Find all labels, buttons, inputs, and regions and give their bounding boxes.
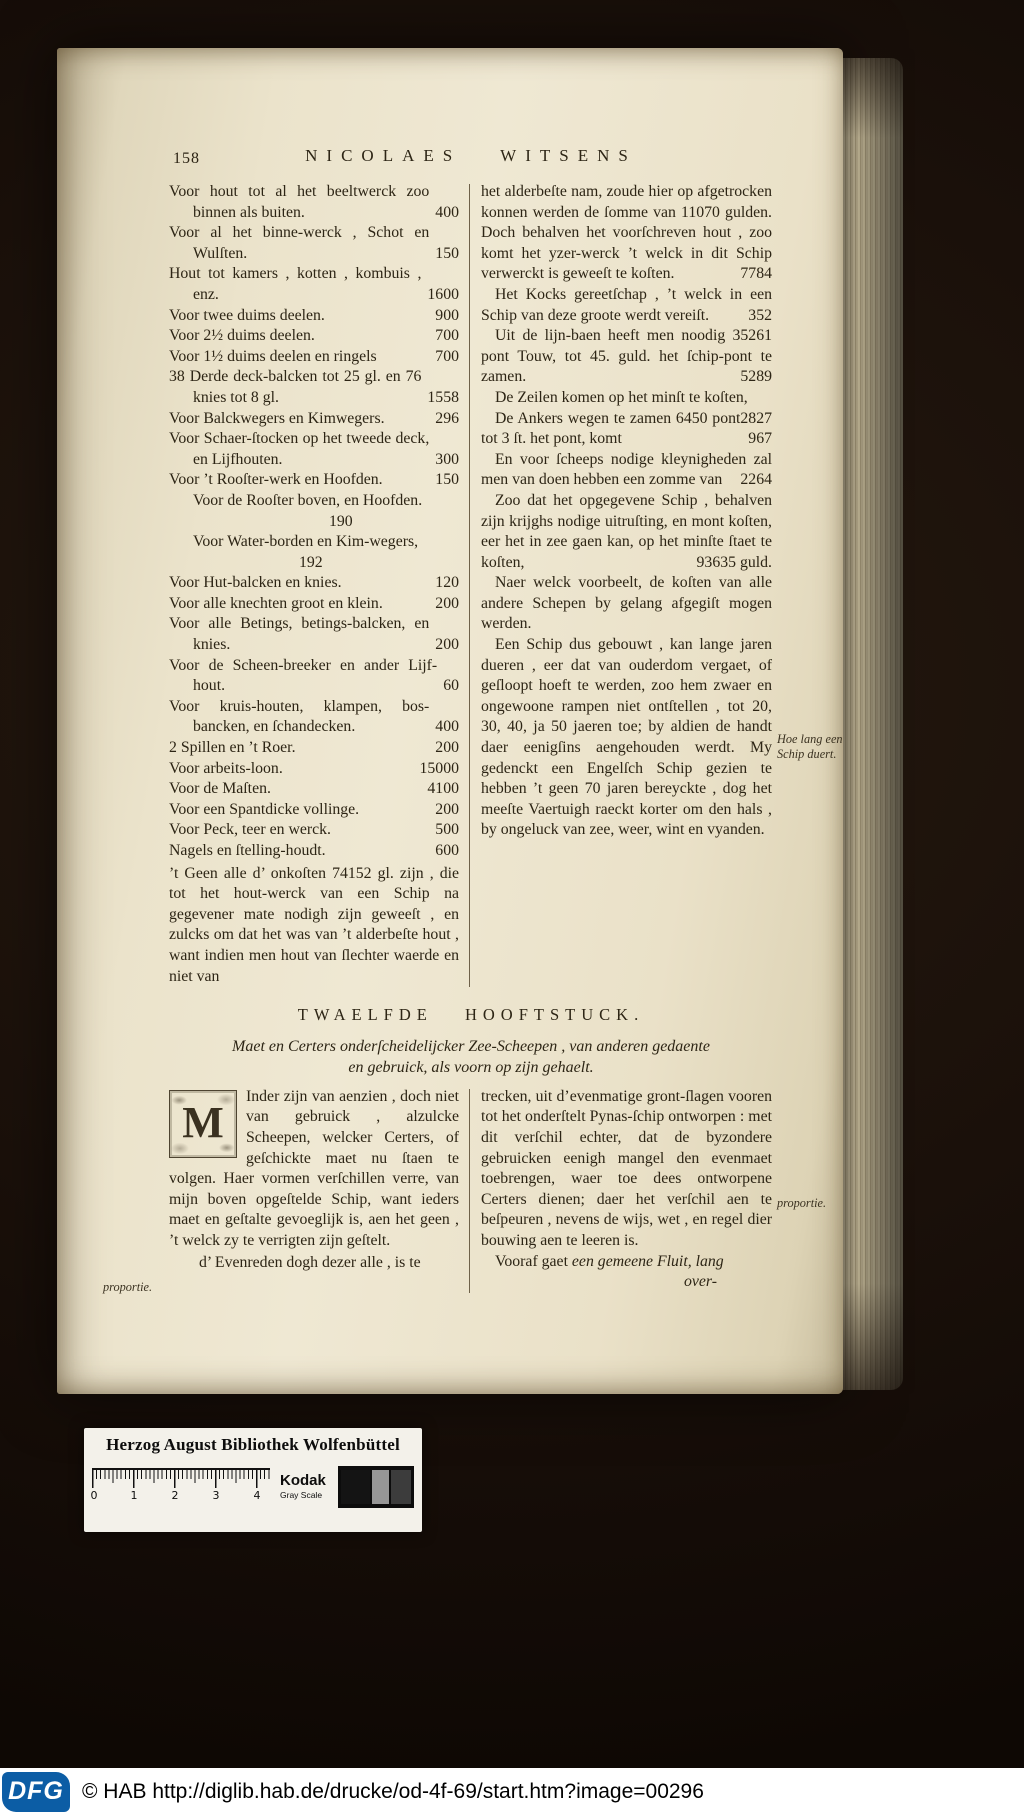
paragraph-text: De Zeilen komen op het minſt te koſten, [495,388,748,406]
margin-note-ship-duration: Hoe lang een Schip duert. [777,732,843,761]
library-card [84,1428,422,1532]
paragraph-text: Naer welck voorbeelt, de koſten van alle andere Schepen by gelang afgegiſt mogen werden. [481,574,772,633]
cost-row [169,470,459,491]
paragraph [481,491,772,573]
cost-label: Voor Schaer-ſtocken op het tweede deck, en Lijfhouten. [169,430,430,468]
ruler-number: 4 [253,1489,261,1502]
paragraph-amount: 352 [748,306,772,324]
drop-cap-initial: M [169,1090,237,1158]
column-divider [469,1089,470,1293]
cost-amount: 1600 [427,285,459,303]
ruler-number: 2 [171,1489,179,1502]
cost-label: 2 Spillen en ’t Roer. [169,739,296,757]
paragraph [481,450,772,491]
cost-amount: 900 [435,306,459,324]
column-divider [469,184,470,987]
cost-amount: 15000 [419,759,459,777]
cost-label: Voor een Spantdicke vollinge. [169,800,360,818]
cost-label: Voor hout tot al het beeltwerck zoo binnen als buiten. [169,183,430,221]
chapter-column-left [169,1087,459,1293]
cost-column-left [169,182,459,987]
gray-patch [341,1470,370,1504]
ruler [92,1468,270,1502]
paragraph [481,388,772,427]
cost-label: Voor Hut-balcken en knies. [169,574,342,592]
book-page [57,48,843,1394]
running-head: NICOLAES WITSENS [305,146,637,165]
cost-row [169,779,459,800]
paragraph-amount: 2264 [740,471,772,489]
cost-amount: 500 [435,821,459,839]
paragraph [481,573,772,635]
paragraph [481,182,772,285]
cost-amount: 4100 [427,780,459,798]
paragraph [169,1087,459,1252]
cost-amount: 300 [435,450,459,468]
cost-row [169,367,459,408]
cost-row [169,264,459,305]
paragraph-text: Uit de lijn-baen heeft men noodig 35261 pont Touw, tot 45. guld. het ſchip-pont te zamen. [481,327,772,386]
ruler-ticks [92,1468,270,1488]
paragraph [481,409,772,450]
paragraph-amount: 967 [748,430,772,448]
chapter-column-right [481,1087,772,1293]
cost-label: Voor alle Betings, betings-balcken, en knies. [169,615,430,654]
catchword: over- [683,1273,717,1291]
margin-note-proportion-left: proportie. [103,1280,153,1294]
cost-label: Voor ’t Rooſter-werk en Hoofden. [169,471,383,489]
cost-section [169,182,773,987]
cost-amount: 200 [435,594,459,612]
cost-row [169,573,459,594]
cost-row [169,347,459,368]
paragraph-amount: 7784 [740,265,772,283]
chapter-heading: TWAELFDE HOOFTSTUCK. [297,1005,645,1025]
paragraph-text: het alderbeſte nam, zoude hier op afgetrocken konnen werden de ſomme van 11070 gulden. Doch behalven het voorſchreven hout , zoo komt het yzer-werck ’t welck in dit Schip verwerckt is geweeſt te koſten. [481,183,772,283]
cost-amount: 190 [329,512,353,530]
cost-label: Voor de Maſten. [169,780,271,798]
cost-amount: 150 [435,244,459,262]
page-number: 158 [173,150,200,167]
cost-amount: 700 [435,347,459,365]
cost-row [169,759,459,780]
cost-amount: 120 [435,574,459,592]
cost-amount: 700 [435,327,459,345]
cost-closing-paragraph: ’t Geen alle d’ onkoſten 74152 gl. zijn , die tot het hout-werck van een Schip na gegevener mate nodigh zijn geweeſt , en zulcks om dat het was van ’t alderbeſte hout , want indien men hout van ſlechter waerde en niet van [169,864,459,985]
cost-row [169,800,459,821]
ruler-number: 0 [90,1489,98,1502]
ruler-number: 1 [130,1489,138,1502]
cost-row [169,532,459,573]
cost-label: Voor 2½ duims deelen. [169,327,315,345]
cost-label: Voor Balckwegers en Kimwegers. [169,409,385,427]
cost-row [169,491,459,532]
cost-label: Hout tot kamers , kotten , kombuis , enz. [169,265,422,303]
paragraph-amount: 5289 [740,368,772,386]
cost-row [169,326,459,347]
paragraph-amount: 93635 guld. [696,553,772,571]
chapter-body [169,1087,773,1293]
paragraph-text-italic: een gemeene Fluit, lang [571,1252,724,1270]
cost-amount: 296 [435,409,459,427]
cost-row [169,614,459,655]
cost-label: Voor al het binne-werck , Schot en Wulſten. [169,224,430,262]
cost-row [169,656,459,697]
paragraph-text: Een Schip dus gebouwt , kan lange jaren dueren , eer dat van ouderdom vergaet, of geſloopt hoeft te werden, zoo hem zwaer en ongewoone rampen niet ontſtellen , tot 20, 30, 40, ja 50 jaeren toe; by aldien de handt daer eenigſins aengehouden werdt. My gedenckt een Engelſch Schip gezien te hebben ’t geen 70 jaren bereyckte , dog het meeſte Vaertuigh raeckt korter om den hals , by ongeluck van zee, weer, wint en vyanden. [481,636,772,839]
cost-label: 38 Derde deck-balcken tot 25 gl. en 76 knies tot 8 gl. [169,368,422,406]
paragraph-amount: 2827 [740,409,772,427]
cost-row [169,594,459,615]
cost-row [169,429,459,470]
chapter-subtitle: Maet en Certers onderſcheidelijcker Zee-Scheepen , van anderen gedaente en gebruick, als voorn op zijn gehaelt. [232,1037,710,1077]
kodak-label [280,1472,326,1500]
cost-row [169,409,459,430]
paragraph [481,285,772,326]
cost-row [169,306,459,327]
cost-row [169,738,459,759]
cost-row [169,223,459,264]
page-header [169,146,773,174]
cost-amount: 60 [443,677,459,695]
paragraph-text: Zoo dat het opgegevene Schip , behalven zijn krijghs nodige uitruſting, en mont koſten, eer het in zee gaen kan, op het minſte ſtaet te koſten, [481,491,772,571]
cost-label: Voor de Scheen-breeker en ander Lijf-hout. [169,656,438,695]
paragraph: d’ Evenreden dogh dezer alle , is te [199,1253,421,1271]
kodak-brand: Kodak [280,1472,326,1489]
cost-amount: 150 [435,471,459,489]
gray-patch [372,1470,389,1504]
paragraph-text: En voor ſcheeps nodige kleynigheden zal men van doen hebben een zomme van [481,450,772,489]
footer-bar [0,1768,1024,1815]
margin-note-proportion-right: proportie. [777,1196,827,1210]
gray-patch [391,1470,411,1504]
gray-scale-patches [338,1466,414,1508]
paragraph-text: De Ankers wegen te zamen 6450 pont tot 3 ſt. het pont, komt [481,409,741,448]
cost-label: Nagels en ſtelling-houdt. [169,842,326,859]
footer-link[interactable]: © HAB http://diglib.hab.de/drucke/od-4f-69/start.htm?image=00296 [82,1779,704,1803]
cost-label: Voor twee duims deelen. [169,306,325,324]
cost-label: Voor kruis-houten, klampen, bos-bancken, en ſchandecken. [169,697,430,736]
paragraph-text: Vooraf gaet [495,1252,572,1270]
cost-row [169,697,459,738]
cost-amount: 400 [435,203,459,221]
cost-amount: 192 [299,553,323,571]
gray-scale-label: Gray Scale [280,1490,323,1500]
cost-label: Voor Water-borden en Kim-wegers, [193,533,419,551]
cost-amount: 600 [435,842,459,859]
cost-row [169,182,459,223]
cost-row [169,841,459,862]
page-content [169,146,773,1293]
cost-label: Voor de Rooſter boven, en Hoofden. [193,491,423,509]
book-fore-edge [843,58,903,1390]
cost-label: Voor arbeits-loon. [169,759,283,777]
paragraph [481,1252,772,1273]
cost-amount: 400 [435,718,459,736]
cost-amount: 200 [435,636,459,654]
cost-amount: 200 [435,800,459,818]
paragraph [481,635,772,841]
cost-amount: 1558 [427,388,459,406]
cost-label: Voor alle knechten groot en klein. [169,594,383,612]
ruler-number: 3 [212,1489,220,1502]
cost-label: Voor Peck, teer en werck. [169,821,332,839]
cost-amount: 200 [435,739,459,757]
cost-label: Voor 1½ duims deelen en ringels [169,347,377,365]
cost-row [169,820,459,841]
paragraph: trecken, uit d’evenmatige gront-ſlagen vooren tot het onderſtelt Pynas-ſchip ontworpen : met dit verſchil echter, dat de byzondere gebruicken eenigh mangel den evenmaet toebrengen, waer toe dees ontworpene Certers dienen; daer het verſchil aen te beſpeuren , nevens de wijs, wet , en regel dier bouwing aen te leeren is. [481,1087,772,1249]
dfg-logo[interactable]: DFG [2,1772,70,1812]
ruler-numbers [92,1488,270,1502]
paragraph-text: Inder zijn van aenzien , doch niet van gebruick , alzulcke Scheepen, welcker Certers, of geſchickte maet nu ſtaen te volgen. Haer vormen verſchillen verre, van mijn boven opgeſtelde Schip, want ieders maet en geſtalte gevoeglijk is, aen het geen , ’t welck zy te verrigten zijn geſtelt. [169,1087,459,1249]
cost-column-right [481,182,772,987]
paragraph-text: Het Kocks gereetſchap , ’t welck in een Schip van deze groote werdt vereiſt. [481,285,772,324]
library-name: Herzog August Bibliothek Wolfenbüttel [106,1435,400,1454]
paragraph [481,326,772,388]
